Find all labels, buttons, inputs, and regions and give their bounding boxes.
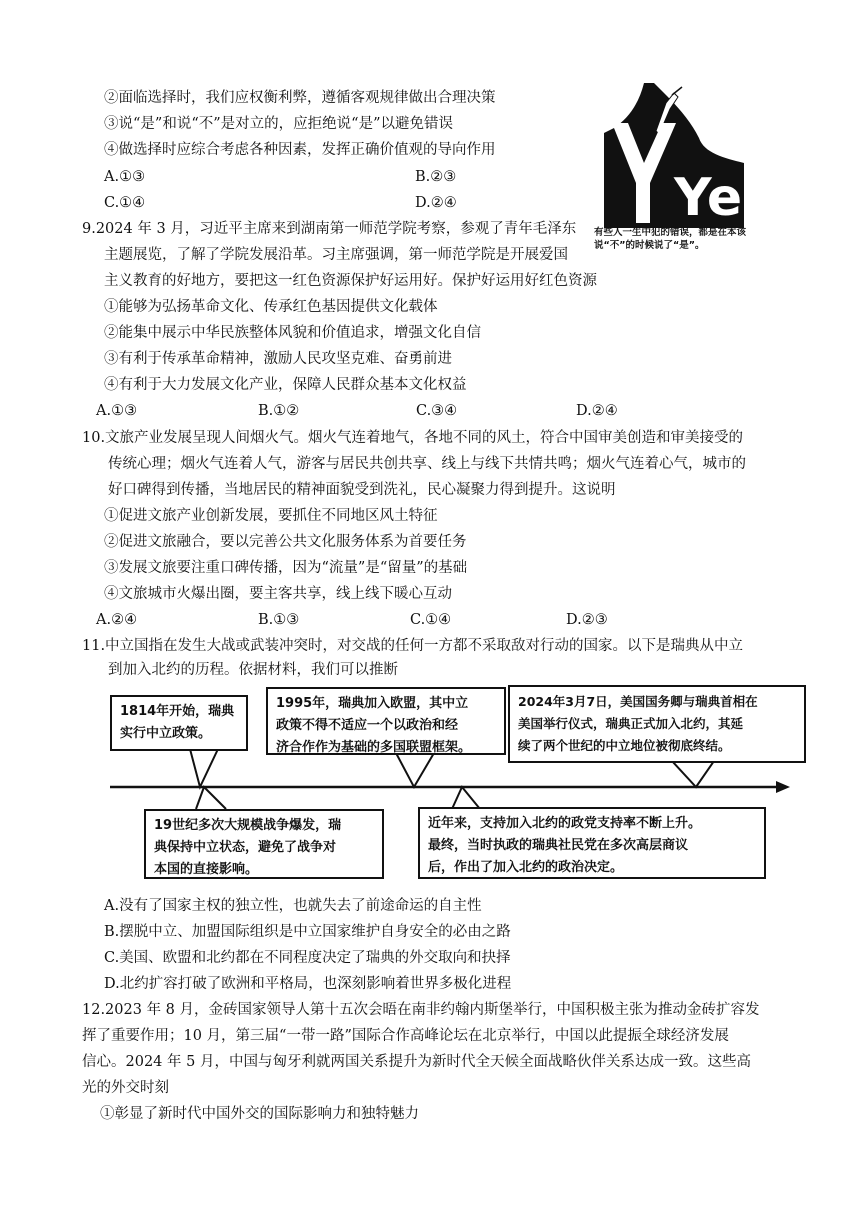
q10-stem-line-3: 好口碑得到传播，当地居民的精神面貌受到洗礼，民心凝聚力得到提升。这说明 [108, 482, 616, 498]
q11-option-d: D.北约扩容打破了欧洲和平格局，也深刻影响着世界多极化进程 [104, 976, 512, 992]
q10-item-2: ②促进文旅融合，要以完善公共文化服务体系为首要任务 [104, 534, 467, 550]
timeline-event-recent-years: 近年来，支持加入北约的政党支持率不断上升。 最终，当时执政的瑞典社民党在多次高层商议 后，作出了加入北约的政治决定。 [418, 807, 766, 879]
q8-option-d: D.②④ [415, 195, 457, 211]
timeline-event-1814: 1814年开始，瑞典 实行中立政策。 [110, 695, 248, 751]
q10-option-b: B.①③ [258, 612, 300, 628]
q10-option-a: A.②④ [96, 612, 138, 628]
q9-option-a: A.①③ [96, 403, 138, 419]
q12-stem-line-3: 信心。2024 年 5 月，中国与匈牙利就两国关系提升为新时代全天候全面战略伙伴关系达成一致。这些高 [82, 1054, 751, 1070]
q10-stem-line-2: 传统心理；烟火气连着人气，游客与居民共创共享、线上与线下共情共鸣；烟火气连着心气，城市的 [108, 456, 746, 472]
q12-stem-line-1: 12.2023 年 8 月，金砖国家领导人第十五次会晤在南非约翰内斯堡举行，中国积极主张为推动金砖扩容发 [82, 1002, 760, 1018]
q9-stem-line-1: 9.2024 年 3 月，习近平主席来到湖南第一师范学院考察，参观了青年毛泽东 [82, 221, 577, 237]
q10-item-1: ①促进文旅产业创新发展，要抓住不同地区风土特征 [104, 508, 438, 524]
q9-option-c: C.③④ [416, 403, 458, 419]
q10-option-c: C.①④ [410, 612, 452, 628]
q11-stem-line-2: 到加入北约的历程。依据材料，我们可以推断 [108, 662, 398, 678]
timeline-event-2024: 2024年3月7日，美国国务卿与瑞典首相在 美国举行仪式，瑞典正式加入北约，其延 续了两个世纪的中立地位被彻底终结。 [508, 685, 806, 763]
cartoon-caption: 有些人一生中犯的错误，都是在本该说“不”的时候说了“是”。 [594, 227, 747, 251]
q9-item-4: ④有利于大力发展文化产业，保障人民群众基本文化权益 [104, 377, 467, 393]
q12-item-1: ①彰显了新时代中国外交的国际影响力和独特魅力 [100, 1106, 419, 1122]
timeline-event-19th-century: 19世纪多次大规模战争爆发，瑞 典保持中立状态，避免了战争对 本国的直接影响。 [144, 809, 384, 879]
sweden-timeline-diagram [100, 683, 790, 883]
q9-stem-line-2: 主题展览，了解了学院发展沿革。习主席强调，第一师范学院是开展爱国 [104, 247, 568, 263]
q8-item-4: ④做选择时应综合考虑各种因素，发挥正确价值观的导向作用 [104, 142, 496, 158]
q12-stem-line-2: 挥了重要作用；10 月，第三届“一带一路”国际合作高峰论坛在北京举行，中国以此提振全球经济发展 [82, 1028, 729, 1044]
q11-option-a: A.没有了国家主权的独立性，也就失去了前途命运的自主性 [104, 898, 482, 914]
q9-option-d: D.②④ [576, 403, 618, 419]
q9-stem-line-3: 主义教育的好地方，要把这一红色资源保护好运用好。保护好运用好红色资源 [104, 273, 597, 289]
q8-option-a: A.①③ [104, 169, 146, 185]
q10-stem-line-1: 10.文旅产业发展呈现人间烟火气。烟火气连着地气，各地不同的风土，符合中国审美创造和审美接受的 [82, 430, 744, 446]
q10-option-d: D.②③ [566, 612, 608, 628]
cartoon-word: Yes [674, 168, 774, 228]
q11-stem-line-1: 11.中立国指在发生大战或武装冲突时，对交战的任何一方都不采取敌对行动的国家。以下是瑞典从中立 [82, 638, 744, 654]
q9-item-3: ③有利于传承革命精神，激励人民攻坚克难、奋勇前进 [104, 351, 452, 367]
timeline-event-1995: 1995年，瑞典加入欧盟，其中立 政策不得不适应一个以政治和经 济合作作为基础的多国联盟框架。 [266, 687, 506, 755]
q8-item-2: ②面临选择时，我们应权衡利弊，遵循客观规律做出合理决策 [104, 90, 496, 106]
q9-option-b: B.①② [258, 403, 300, 419]
q10-item-4: ④文旅城市火爆出圈，要主客共享，线上线下暖心互动 [104, 586, 452, 602]
q10-item-3: ③发展文旅要注重口碑传播，因为“流量”是“留量”的基础 [104, 560, 468, 576]
q8-item-3: ③说“是”和说“不”是对立的，应拒绝说“是”以避免错误 [104, 116, 453, 132]
q8-option-b: B.②③ [415, 169, 457, 185]
q9-item-2: ②能集中展示中华民族整体风貌和价值追求，增强文化自信 [104, 325, 481, 341]
q8-option-c: C.①④ [104, 195, 146, 211]
q9-item-1: ①能够为弘扬革命文化、传承红色基因提供文化载体 [104, 299, 438, 315]
q11-option-b: B.摆脱中立、加盟国际组织是中立国家维护自身安全的必由之路 [104, 924, 511, 940]
q11-option-c: C.美国、欧盟和北约都在不同程度决定了瑞典的外交取向和抉择 [104, 950, 511, 966]
q12-stem-line-4: 光的外交时刻 [82, 1080, 169, 1096]
